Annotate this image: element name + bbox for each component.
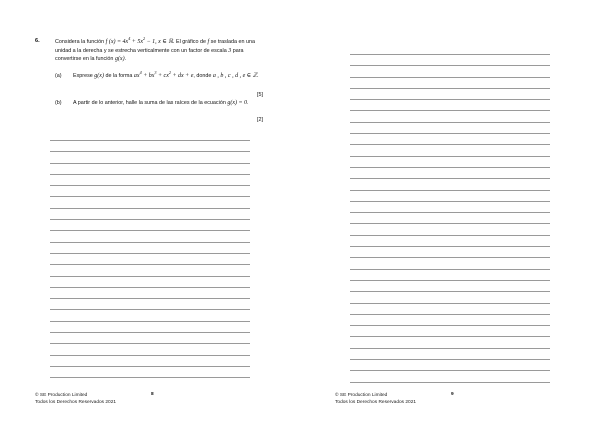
answer-line[interactable] bbox=[350, 65, 550, 76]
answer-line[interactable] bbox=[350, 336, 550, 347]
footer-copyright: © SE Production Limited bbox=[35, 393, 88, 398]
stem-text-4: para convertirse en la función bbox=[55, 47, 244, 63]
answer-line[interactable] bbox=[50, 196, 250, 207]
answer-line[interactable] bbox=[350, 246, 550, 257]
footer-rights: Todos los Derechos Reservados 2021 bbox=[335, 400, 417, 406]
answer-line[interactable] bbox=[50, 343, 250, 354]
answer-line[interactable] bbox=[350, 190, 550, 201]
answer-lines-left[interactable] bbox=[50, 140, 250, 389]
question-stem: Considera la función f $(x) = 4x^4 + 5x^2 - 1$, x ∈ ℝ. El gráfico de f se traslada en una unidad a la derecha y se estrecha verticalmente con un factor de escala 3 para convertirse en la función g(x). bbox=[55, 36, 256, 63]
part-b-marks: [2] bbox=[257, 117, 263, 123]
answer-line[interactable] bbox=[50, 321, 250, 332]
answer-line[interactable] bbox=[350, 291, 550, 302]
answer-line[interactable] bbox=[350, 325, 550, 336]
answer-line[interactable] bbox=[350, 303, 550, 314]
answer-lines-right[interactable] bbox=[350, 54, 550, 393]
answer-line[interactable] bbox=[50, 276, 250, 287]
footer-left bbox=[35, 392, 116, 406]
part-a-label: (a) bbox=[55, 73, 62, 79]
answer-line[interactable] bbox=[50, 151, 250, 162]
answer-line[interactable] bbox=[350, 77, 550, 88]
page-number-right: 9 bbox=[451, 392, 454, 397]
answer-line[interactable] bbox=[350, 54, 550, 65]
answer-line[interactable] bbox=[50, 230, 250, 241]
footer-right bbox=[335, 392, 416, 406]
function-f-definition: f $(x) = 4x^4 + 5x^2 - 1$, x ∈ ℝ. bbox=[105, 36, 175, 45]
answer-line[interactable] bbox=[50, 208, 250, 219]
answer-line[interactable] bbox=[350, 257, 550, 268]
answer-line[interactable] bbox=[350, 167, 550, 178]
part-a-text: Exprese g(x) de la forma $ax^4 + bx^3 + cx^2$ + dx + e, donde a , b , c , d , e ∈ ℤ. bbox=[73, 70, 259, 79]
part-b-text: A partir de lo anterior, halle la suma de las raíces de la ecuación g(x) = 0. bbox=[73, 100, 249, 106]
answer-line[interactable] bbox=[50, 185, 250, 196]
stem-text-3: se traslada en una unidad a la derecha y se estrecha verticalmente con un factor de escala bbox=[55, 39, 256, 54]
stem-text-2: El gráfico de bbox=[176, 39, 206, 45]
answer-line[interactable] bbox=[50, 163, 250, 174]
answer-line[interactable] bbox=[50, 377, 250, 388]
answer-line[interactable] bbox=[350, 110, 550, 121]
answer-line[interactable] bbox=[350, 235, 550, 246]
footer-rights: Todos los Derechos Reservados 2021 bbox=[35, 400, 117, 406]
answer-line[interactable] bbox=[350, 133, 550, 144]
answer-line[interactable] bbox=[50, 174, 250, 185]
answer-line[interactable] bbox=[50, 332, 250, 343]
answer-line[interactable] bbox=[50, 140, 250, 151]
scale-factor: 3 bbox=[228, 47, 232, 54]
answer-line[interactable] bbox=[350, 359, 550, 370]
answer-line[interactable] bbox=[50, 253, 250, 264]
answer-line[interactable] bbox=[50, 242, 250, 253]
answer-line[interactable] bbox=[350, 122, 550, 133]
answer-line[interactable] bbox=[350, 212, 550, 223]
stem-text-1: Considera la función bbox=[55, 39, 105, 45]
answer-line[interactable] bbox=[350, 156, 550, 167]
answer-line[interactable] bbox=[350, 370, 550, 381]
answer-line[interactable] bbox=[350, 99, 550, 110]
answer-line[interactable] bbox=[50, 264, 250, 275]
part-a-marks: [5] bbox=[257, 92, 263, 98]
question-number: 6. bbox=[35, 38, 40, 44]
answer-line[interactable] bbox=[50, 309, 250, 320]
answer-line[interactable] bbox=[350, 348, 550, 359]
answer-line[interactable] bbox=[350, 269, 550, 280]
answer-line[interactable] bbox=[350, 223, 550, 234]
right-page bbox=[300, 0, 600, 424]
function-g-symbol: g(x) bbox=[114, 56, 125, 63]
answer-line[interactable] bbox=[50, 298, 250, 309]
part-b-label: (b) bbox=[55, 100, 62, 106]
answer-line[interactable] bbox=[50, 287, 250, 298]
answer-line[interactable] bbox=[350, 144, 550, 155]
answer-line[interactable] bbox=[50, 219, 250, 230]
function-f-symbol: f bbox=[207, 39, 210, 45]
answer-line[interactable] bbox=[350, 314, 550, 325]
answer-line[interactable] bbox=[350, 88, 550, 99]
footer-copyright: © SE Production Limited bbox=[335, 393, 388, 398]
answer-line[interactable] bbox=[350, 201, 550, 212]
answer-line[interactable] bbox=[50, 355, 250, 366]
answer-line[interactable] bbox=[50, 366, 250, 377]
page-number-left: 8 bbox=[151, 392, 154, 397]
answer-line[interactable] bbox=[350, 280, 550, 291]
answer-line[interactable] bbox=[350, 178, 550, 189]
